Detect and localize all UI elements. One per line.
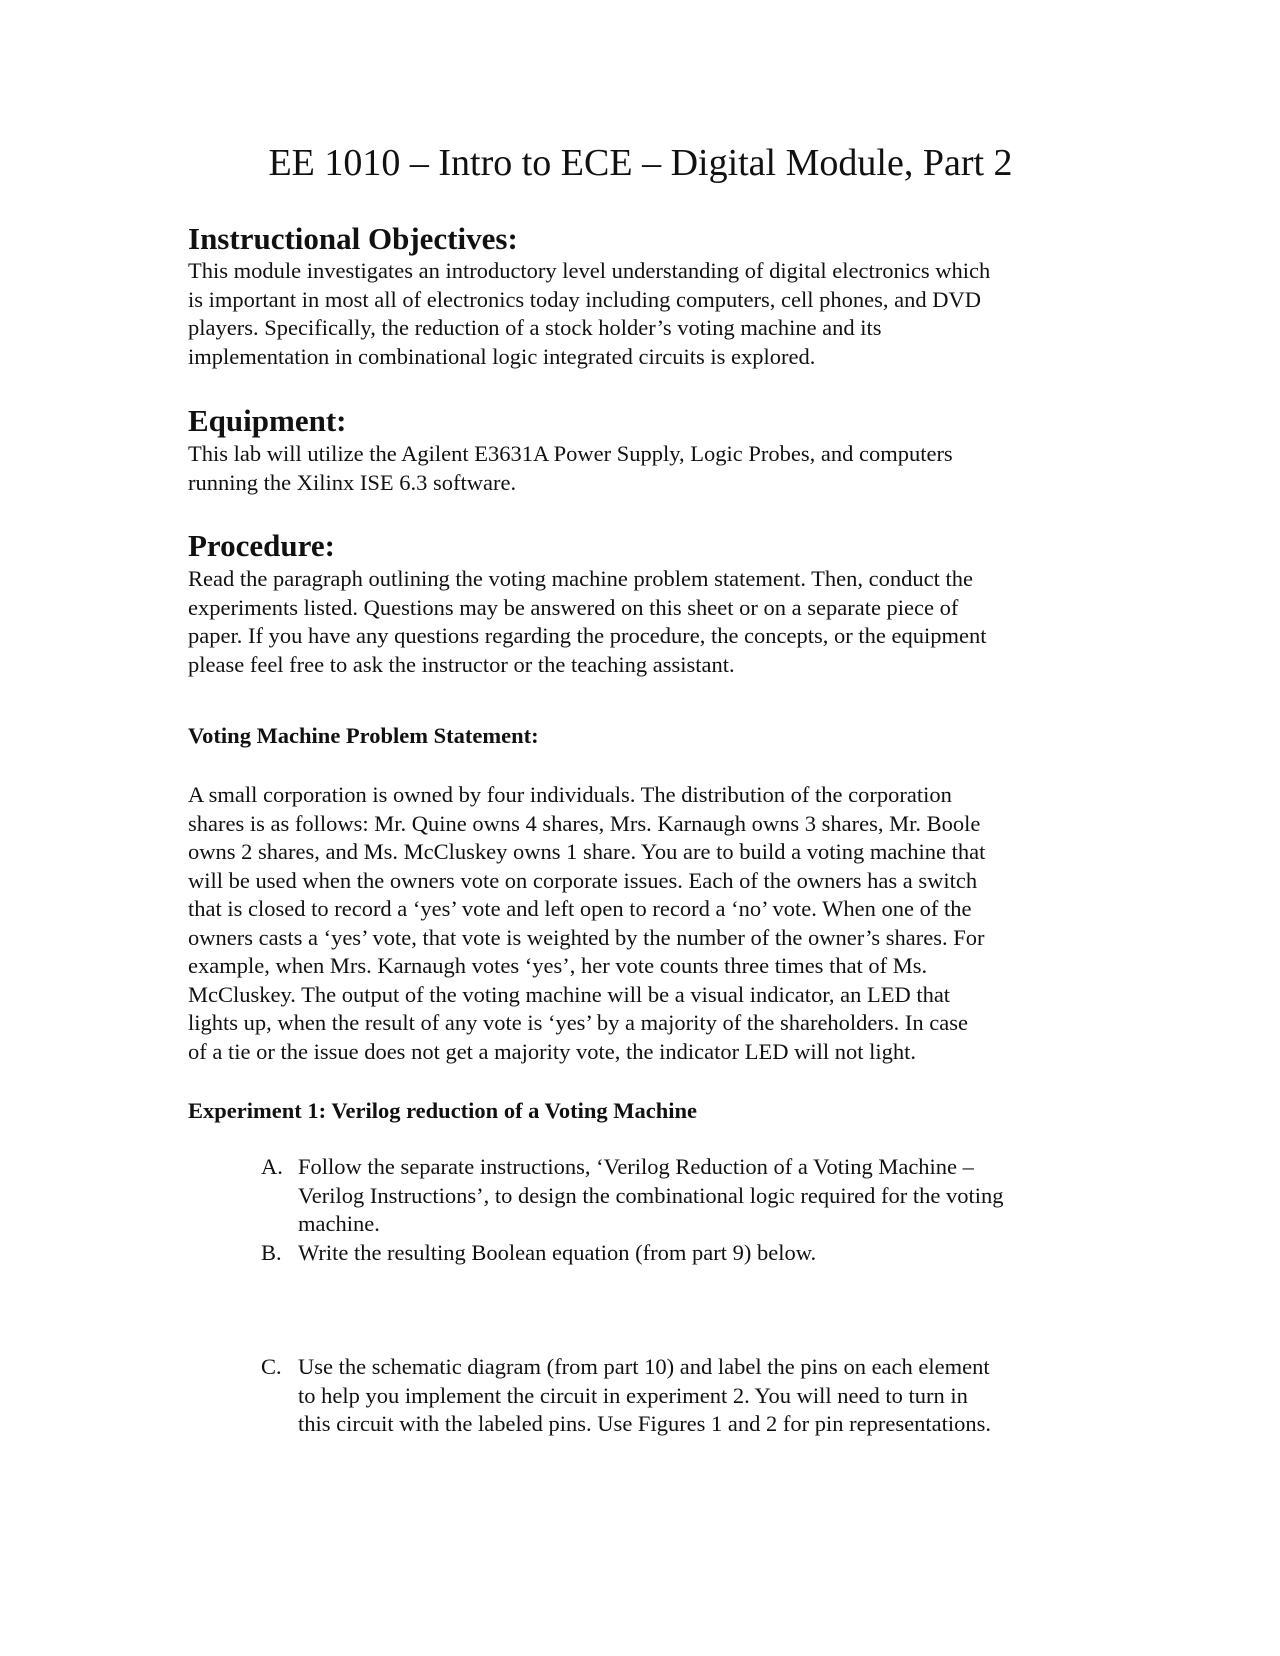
procedure-paragraph: [188, 565, 1093, 679]
list-item-text: [298, 1353, 1098, 1439]
problem-statement-line: of a tie or the issue does not get a majority vote, the indicator LED will not light.: [188, 1038, 916, 1064]
list-marker: A.: [261, 1154, 283, 1179]
problem-statement-line: owners casts a ‘yes’ vote, that vote is weighted by the number of the owner’s shares. For: [188, 924, 985, 950]
list-marker: B.: [261, 1240, 282, 1265]
experiment1-heading: Experiment 1: Verilog reduction of a Voting Machine: [188, 1098, 697, 1123]
list-item-line: to help you implement the circuit in experiment 2. You will need to turn in: [298, 1382, 968, 1408]
objectives-paragraph: [188, 257, 1093, 371]
list-item-line: this circuit with the labeled pins. Use Figures 1 and 2 for pin representations.: [298, 1411, 991, 1436]
list-marker: C.: [261, 1354, 282, 1379]
document-title: EE 1010 – Intro to ECE – Digital Module, Part 2: [268, 142, 1013, 184]
problem-statement-line: that is closed to record a ‘yes’ vote and left open to record a ‘no’ vote. When one of the: [188, 896, 972, 921]
equipment-line: running the Xilinx ISE 6.3 software.: [188, 469, 517, 495]
list-item-text: [298, 1239, 1098, 1268]
procedure-line: paper. If you have any questions regarding the procedure, the concepts, or the equipment: [188, 623, 987, 648]
list-item-line: Follow the separate instructions, ‘Verilog Reduction of a Voting Machine –: [298, 1154, 974, 1179]
problem-statement-line: example, when Mrs. Karnaugh votes ‘yes’, her vote counts three times that of Ms.: [188, 953, 928, 978]
problem-statement-line: owns 2 shares, and Ms. McCluskey owns 1 share. You are to build a voting machine that: [188, 839, 986, 864]
problem-statement-paragraph: [188, 781, 1093, 1066]
problem-statement-line: lights up, when the result of any vote is ‘yes’ by a majority of the shareholders. In case: [188, 1010, 968, 1035]
objectives-heading: Instructional Objectives:: [188, 221, 518, 256]
equipment-paragraph: [188, 440, 1093, 497]
list-item-line: Write the resulting Boolean equation (from part 9) below.: [298, 1240, 817, 1265]
problem-statement-line: shares is as follows: Mr. Quine owns 4 shares, Mrs. Karnaugh owns 3 shares, Mr. Boole: [188, 810, 981, 836]
problem-statement-line: will be used when the owners vote on corporate issues. Each of the owners has a switch: [188, 867, 978, 893]
procedure-heading: Procedure:: [188, 528, 335, 563]
list-item-text: [298, 1153, 1098, 1239]
objectives-line: implementation in combinational logic integrated circuits is explored.: [188, 343, 816, 369]
procedure-line: please feel free to ask the instructor or the teaching assistant.: [188, 651, 735, 677]
equipment-line: This lab will utilize the Agilent E3631A Power Supply, Logic Probes, and computers: [188, 441, 953, 466]
procedure-line: experiments listed. Questions may be answered on this sheet or on a separate piece of: [188, 594, 959, 620]
list-item-line: machine.: [298, 1211, 380, 1236]
problem-statement-heading: Voting Machine Problem Statement:: [188, 723, 539, 748]
objectives-line: is important in most all of electronics today including computers, cell phones, and DVD: [188, 286, 981, 312]
objectives-line: This module investigates an introductory level understanding of digital electronics which: [188, 258, 991, 283]
problem-statement-line: A small corporation is owned by four individuals. The distribution of the corporation: [188, 782, 952, 807]
objectives-line: players. Specifically, the reduction of a stock holder’s voting machine and its: [188, 315, 882, 340]
list-item-line: Use the schematic diagram (from part 10) and label the pins on each element: [298, 1354, 990, 1379]
equipment-heading: Equipment:: [188, 403, 347, 438]
procedure-line: Read the paragraph outlining the voting machine problem statement. Then, conduct the: [188, 566, 973, 591]
list-item-line: Verilog Instructions’, to design the combinational logic required for the voting: [298, 1182, 1004, 1208]
problem-statement-line: McCluskey. The output of the voting machine will be a visual indicator, an LED that: [188, 981, 951, 1007]
